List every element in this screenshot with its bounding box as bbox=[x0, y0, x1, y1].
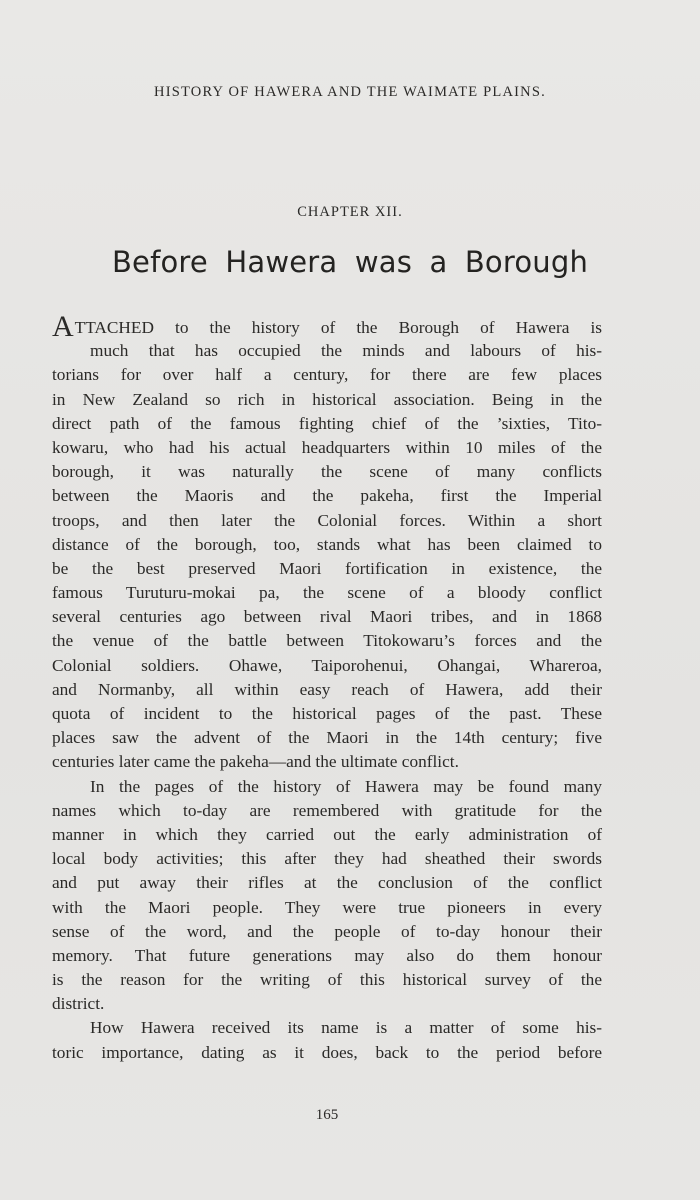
paragraph-line: sense of the word, and the people of to-day honour their bbox=[52, 921, 602, 941]
paragraph-line: the venue of the battle between Titokowaru’s forces and the bbox=[52, 631, 602, 651]
paragraph-line: and Normanby, all within easy reach of Hawera, add their bbox=[52, 679, 602, 699]
paragraph-line: Colonial soldiers. Ohawe, Taiporohenui, Ohangai, Whareroa, bbox=[52, 655, 602, 675]
paragraph-line: be the best preserved Maori fortification in existence, the bbox=[52, 558, 602, 578]
paragraph-line: local body activities; this after they had sheathed their swords bbox=[52, 849, 602, 869]
body-text bbox=[52, 310, 602, 1065]
chapter-label: CHAPTER XII. bbox=[297, 204, 403, 220]
paragraph-line: memory. That future generations may also do them honour bbox=[52, 945, 602, 965]
chapter-title: Before Hawera was a Borough bbox=[111, 245, 589, 279]
paragraph-line: torians for over half a century, for there are few places bbox=[52, 365, 602, 385]
paragraph-line: with the Maori people. They were true pioneers in every bbox=[52, 897, 602, 917]
paragraph-line: In the pages of the history of Hawera may be found many bbox=[90, 776, 602, 796]
paragraph-line: several centuries ago between rival Maori tribes, and in 1868 bbox=[52, 607, 602, 627]
paragraph-line: much that has occupied the minds and labours of his- bbox=[90, 341, 602, 361]
paragraph-line: places saw the advent of the Maori in the 14th century; five bbox=[52, 728, 602, 748]
paragraph-line: direct path of the famous fighting chief of the ’sixties, Tito- bbox=[52, 413, 602, 433]
paragraph-line: borough, it was naturally the scene of many conflicts bbox=[52, 462, 602, 482]
paragraph-line: and put away their rifles at the conclusion of the conflict bbox=[52, 873, 602, 893]
paragraph-line: kowaru, who had his actual headquarters within 10 miles of the bbox=[52, 437, 602, 457]
paragraph-line: quota of incident to the historical pages of the past. These bbox=[52, 704, 602, 723]
paragraph-line: How Hawera received its name is a matter of some his- bbox=[90, 1018, 602, 1038]
paragraph-line: famous Turuturu-mokai pa, the scene of a bloody conflict bbox=[52, 583, 602, 603]
paragraph-line: ATTACHED to the history of the Borough of Hawera is bbox=[52, 310, 602, 343]
paragraph-line: is the reason for the writing of this historical survey of the bbox=[52, 970, 602, 990]
paragraph-line: between the Maoris and the pakeha, first the Imperial bbox=[52, 486, 602, 506]
paragraph-line: district. bbox=[52, 994, 105, 1014]
drop-cap: A bbox=[52, 310, 74, 343]
paragraph-line: centuries later came the pakeha—and the ultimate conflict. bbox=[52, 752, 459, 772]
paragraph-line: names which to-day are remembered with gratitude for the bbox=[52, 800, 602, 820]
page-number: 165 bbox=[315, 1107, 339, 1123]
paragraph-line: manner in which they carried out the early administration of bbox=[52, 824, 602, 844]
paragraph-line: toric importance, dating as it does, back to the period before bbox=[52, 1042, 602, 1062]
paragraph-line: distance of the borough, too, stands what has been claimed to bbox=[52, 534, 602, 554]
paragraph-line: in New Zealand so rich in historical association. Being in the bbox=[52, 389, 602, 409]
paragraph-line: troops, and then later the Colonial forces. Within a short bbox=[52, 510, 602, 530]
running-head: HISTORY OF HAWERA AND THE WAIMATE PLAINS. bbox=[154, 84, 546, 100]
